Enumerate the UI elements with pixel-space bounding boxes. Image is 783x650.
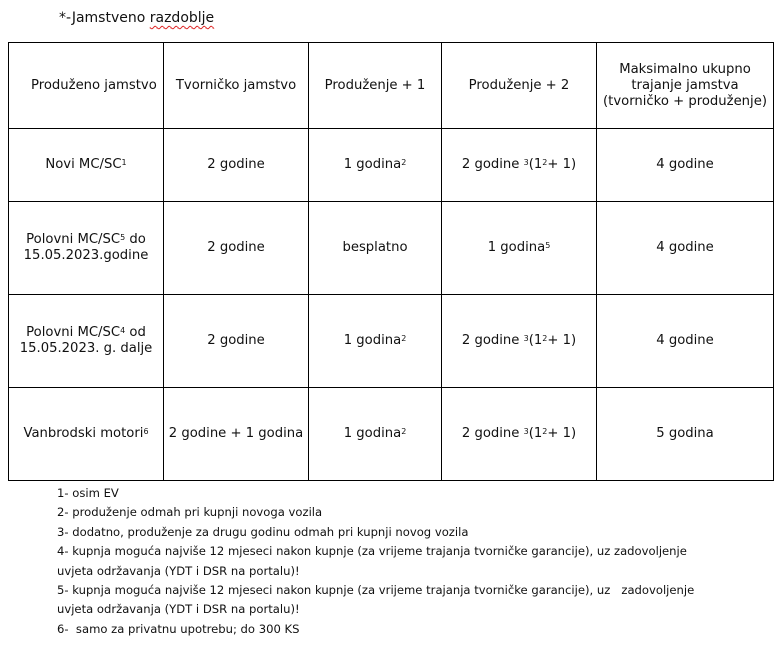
cell-factory: 2 godine + 1 godina xyxy=(164,388,309,481)
header-max-total-duration: Maksimalno ukupno trajanje jamstva (tvorničko + produženje) xyxy=(597,43,774,129)
footnote-ref: 4 xyxy=(120,326,126,335)
row-label xyxy=(9,129,164,202)
cell-factory: 2 godine xyxy=(164,129,309,202)
header-extension-2: Produženje + 2 xyxy=(442,43,597,129)
cell-ext2-text: + 1) xyxy=(547,333,577,348)
header-extension-1: Produženje + 1 xyxy=(309,43,442,129)
row-label xyxy=(9,388,164,481)
row-label xyxy=(9,295,164,388)
cell-ext2-text: 1 godina xyxy=(487,240,546,255)
row-label-suffix: do 15.05.2023.godine xyxy=(23,232,149,263)
cell-ext1-text: 1 godina xyxy=(343,333,402,348)
cell-factory: 2 godine xyxy=(164,295,309,388)
footnote-ref: 1 xyxy=(121,158,127,167)
cell-ext2-text: (1 xyxy=(528,333,543,348)
row-label xyxy=(9,202,164,295)
row-label-suffix: od 15.05.2023. g. dalje xyxy=(19,325,153,356)
footnote-ref: 2 xyxy=(401,334,407,343)
cell-ext1-text: 1 godina xyxy=(343,426,402,441)
cell-ext2-text: 2 godine xyxy=(461,333,524,348)
cell-ext1-text: 1 godina xyxy=(343,157,402,172)
title-prefix: *-Jamstveno xyxy=(59,10,150,26)
footnote-line: uvjeta održavanja (YDT i DSR na portalu)! xyxy=(57,563,300,578)
footnote-ref: 2 xyxy=(401,427,407,436)
cell-ext2-text: 2 godine xyxy=(461,157,524,172)
warranty-table xyxy=(8,42,774,481)
cell-ext2 xyxy=(442,388,597,481)
footnote-line: uvjeta održavanja (YDT i DSR na portalu)! xyxy=(57,602,300,617)
footnote-line: 1- osim EV xyxy=(57,486,119,500)
footnote-line: 6- samo za privatnu upotrebu; do 300 KS xyxy=(57,621,300,636)
cell-ext2 xyxy=(442,129,597,202)
footnote-ref: 2 xyxy=(401,158,407,167)
cell-ext2 xyxy=(442,202,597,295)
cell-ext1: besplatno xyxy=(309,202,442,295)
footnotes xyxy=(57,484,694,639)
row-label-text: Novi MC/SC xyxy=(45,157,122,172)
footnote-ref: 3 xyxy=(523,158,529,167)
header-factory-warranty: Tvorničko jamstvo xyxy=(164,43,309,129)
cell-ext2-text: + 1) xyxy=(547,426,577,441)
footnote-ref: 5 xyxy=(120,233,126,242)
cell-ext2 xyxy=(442,295,597,388)
table-row xyxy=(9,129,774,202)
page-title xyxy=(59,10,214,26)
row-label-text: Polovni MC/SC xyxy=(26,232,121,247)
cell-ext1 xyxy=(309,388,442,481)
footnote-ref: 3 xyxy=(523,427,529,436)
table-row xyxy=(9,388,774,481)
cell-max-total: 4 godine xyxy=(597,295,774,388)
cell-ext1 xyxy=(309,295,442,388)
footnote-line: 5- kupnja moguća najviše 12 mjeseci nakon kupnje (za vrijeme trajanja tvorničke garancije), uz zadovoljenje xyxy=(57,583,695,598)
table-row xyxy=(9,202,774,295)
cell-max-total: 5 godina xyxy=(597,388,774,481)
cell-ext2-text: (1 xyxy=(528,426,543,441)
cell-ext2-text: 2 godine xyxy=(461,426,524,441)
cell-ext2-text: (1 xyxy=(528,157,543,172)
cell-max-total: 4 godine xyxy=(597,129,774,202)
footnote-ref: 6 xyxy=(143,427,149,436)
cell-ext1 xyxy=(309,129,442,202)
row-label-text: Polovni MC/SC xyxy=(26,325,121,340)
footnote-line: 3- dodatno, produženje za drugu godinu odmah pri kupnji novog vozila xyxy=(57,524,469,539)
row-label-text: Vanbrodski motori xyxy=(23,426,144,441)
cell-max-total: 4 godine xyxy=(597,202,774,295)
footnote-line: 2- produženje odmah pri kupnji novoga vozila xyxy=(57,505,323,520)
footnote-ref: 2 xyxy=(542,158,548,167)
footnote-ref: 2 xyxy=(542,334,548,343)
table-row xyxy=(9,295,774,388)
title-underlined-word: razdoblje xyxy=(149,10,215,26)
table-header-row xyxy=(9,43,774,129)
footnote-ref: 5 xyxy=(545,241,551,250)
footnote-line: 4- kupnja moguća najviše 12 mjeseci nakon kupnje (za vrijeme trajanja tvorničke garancije), uz zadovoljenje xyxy=(57,544,687,559)
header-extended-warranty: Produženo jamstvo xyxy=(9,43,164,129)
cell-factory: 2 godine xyxy=(164,202,309,295)
footnote-ref: 3 xyxy=(523,334,529,343)
footnote-ref: 2 xyxy=(542,427,548,436)
cell-ext2-text: + 1) xyxy=(547,157,577,172)
